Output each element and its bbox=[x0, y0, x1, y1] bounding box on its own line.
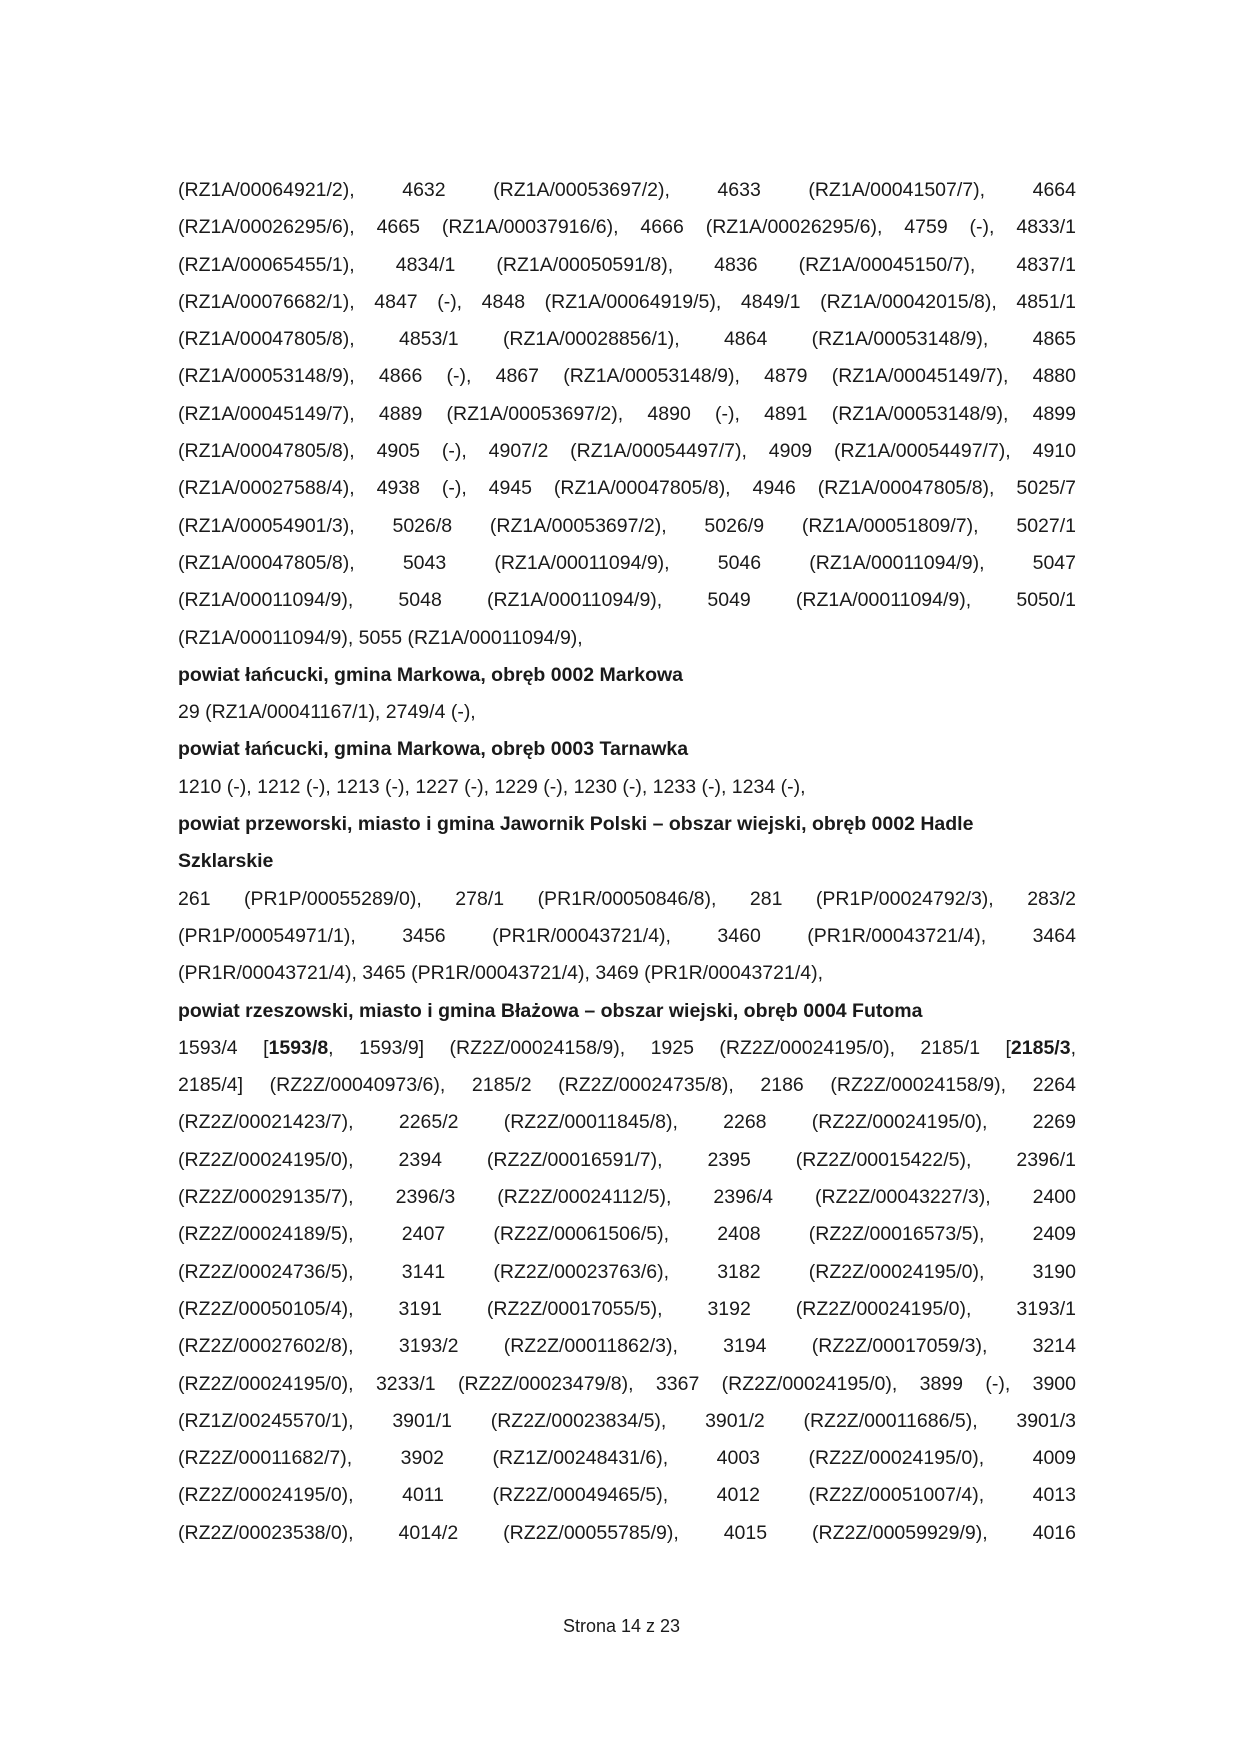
text-line: (RZ1A/00076682/1), 4847 (-), 4848 (RZ1A/00064919/5), 4849/1 (RZ1A/00042015/8), 4851/1 bbox=[178, 290, 1076, 313]
text-line: (RZ1A/00064921/2), 4632 (RZ1A/00053697/2), 4633 (RZ1A/00041507/7), 4664 bbox=[178, 179, 1076, 201]
bold-parcel-number: 1593/8 bbox=[268, 1036, 329, 1059]
text-segment: , bbox=[1070, 1036, 1076, 1059]
text-line: (RZ2Z/00024189/5), 2407 (RZ2Z/00061506/5), 2408 (RZ2Z/00016573/5), 2409 bbox=[178, 1223, 1076, 1246]
text-line: (RZ2Z/00023538/0), 4014/2 (RZ2Z/00055785/9), 4015 (RZ2Z/00059929/9), 4016 bbox=[178, 1521, 1076, 1544]
text-line: 261 (PR1P/00055289/0), 278/1 (PR1R/00050846/8), 281 (PR1P/00024792/3), 283/2 bbox=[178, 887, 1076, 910]
section-heading: powiat rzeszowski, miasto i gmina Błażowa – obszar wiejski, obręb 0004 Futoma bbox=[178, 999, 923, 1022]
text-line: (PR1R/00043721/4), 3465 (PR1R/00043721/4), 3469 (PR1R/00043721/4), bbox=[178, 962, 824, 985]
text-line: (RZ1A/00047805/8), 4905 (-), 4907/2 (RZ1A/00054497/7), 4909 (RZ1A/00054497/7), 4910 bbox=[178, 440, 1076, 463]
text-line: (RZ1A/00011094/9), 5055 (RZ1A/00011094/9), bbox=[178, 626, 583, 649]
text-line: (RZ2Z/00021423/7), 2265/2 (RZ2Z/00011845/8), 2268 (RZ2Z/00024195/0), 2269 bbox=[178, 1111, 1076, 1134]
text-line: (RZ1A/00011094/9), 5048 (RZ1A/00011094/9), 5049 (RZ1A/00011094/9), 5050/1 bbox=[178, 589, 1076, 612]
text-line: (RZ1A/00053148/9), 4866 (-), 4867 (RZ1A/00053148/9), 4879 (RZ1A/00045149/7), 4880 bbox=[178, 365, 1076, 388]
text-line: (RZ1A/00065455/1), 4834/1 (RZ1A/00050591/8), 4836 (RZ1A/00045150/7), 4837/1 bbox=[178, 253, 1076, 276]
section-heading: powiat łańcucki, gmina Markowa, obręb 0003 Tarnawka bbox=[178, 738, 689, 761]
text-line: (RZ1A/00047805/8), 4853/1 (RZ1A/00028856/1), 4864 (RZ1A/00053148/9), 4865 bbox=[178, 328, 1076, 351]
section-heading: powiat przeworski, miasto i gmina Jawornik Polski – obszar wiejski, obręb 0002 Hadle bbox=[178, 813, 974, 836]
text-line: 1210 (-), 1212 (-), 1213 (-), 1227 (-), 1229 (-), 1230 (-), 1233 (-), 1234 (-), bbox=[178, 775, 806, 798]
text-line: (RZ2Z/00024736/5), 3141 (RZ2Z/00023763/6), 3182 (RZ2Z/00024195/0), 3190 bbox=[178, 1260, 1076, 1283]
text-line: (PR1P/00054971/1), 3456 (PR1R/00043721/4), 3460 (PR1R/00043721/4), 3464 bbox=[178, 924, 1076, 947]
text-line: (RZ2Z/00011682/7), 3902 (RZ1Z/00248431/6), 4003 (RZ2Z/00024195/0), 4009 bbox=[178, 1447, 1076, 1470]
text-line bbox=[178, 1030, 1076, 1067]
text-segment: 1593/4 [ bbox=[178, 1036, 269, 1059]
page-number: Strona 14 z 23 bbox=[562, 1616, 681, 1636]
text-line: (RZ2Z/00024195/0), 4011 (RZ2Z/00049465/5), 4012 (RZ2Z/00051007/4), 4013 bbox=[178, 1484, 1076, 1507]
text-line: (RZ2Z/00024195/0), 3233/1 (RZ2Z/00023479/8), 3367 (RZ2Z/00024195/0), 3899 (-), 3900 bbox=[178, 1372, 1076, 1395]
section-heading: powiat łańcucki, gmina Markowa, obręb 0002 Markowa bbox=[178, 663, 683, 686]
text-line: (RZ1A/00047805/8), 5043 (RZ1A/00011094/9), 5046 (RZ1A/00011094/9), 5047 bbox=[178, 551, 1076, 574]
section-heading: Szklarskie bbox=[178, 850, 274, 873]
text-line: (RZ2Z/00027602/8), 3193/2 (RZ2Z/00011862/3), 3194 (RZ2Z/00017059/3), 3214 bbox=[178, 1335, 1076, 1358]
text-line: 2185/4] (RZ2Z/00040973/6), 2185/2 (RZ2Z/00024735/8), 2186 (RZ2Z/00024158/9), 2264 bbox=[178, 1074, 1076, 1097]
text-line: (RZ1A/00027588/4), 4938 (-), 4945 (RZ1A/00047805/8), 4946 (RZ1A/00047805/8), 5025/7 bbox=[178, 477, 1076, 500]
document-body bbox=[178, 172, 1076, 1552]
text-line: (RZ1A/00054901/3), 5026/8 (RZ1A/00053697/2), 5026/9 (RZ1A/00051809/7), 5027/1 bbox=[178, 514, 1076, 537]
text-line: (RZ2Z/00024195/0), 2394 (RZ2Z/00016591/7), 2395 (RZ2Z/00015422/5), 2396/1 bbox=[178, 1148, 1076, 1171]
bold-parcel-number: 2185/3 bbox=[1010, 1036, 1071, 1059]
text-line: (RZ2Z/00050105/4), 3191 (RZ2Z/00017055/5), 3192 (RZ2Z/00024195/0), 3193/1 bbox=[178, 1297, 1076, 1320]
text-line: (RZ1A/00026295/6), 4665 (RZ1A/00037916/6), 4666 (RZ1A/00026295/6), 4759 (-), 4833/1 bbox=[178, 216, 1076, 239]
text-line: (RZ2Z/00029135/7), 2396/3 (RZ2Z/00024112/5), 2396/4 (RZ2Z/00043227/3), 2400 bbox=[178, 1186, 1076, 1209]
text-line: (RZ1Z/00245570/1), 3901/1 (RZ2Z/00023834/5), 3901/2 (RZ2Z/00011686/5), 3901/3 bbox=[178, 1409, 1076, 1432]
text-line: (RZ1A/00045149/7), 4889 (RZ1A/00053697/2), 4890 (-), 4891 (RZ1A/00053148/9), 4899 bbox=[178, 402, 1076, 425]
text-segment: , 1593/9] (RZ2Z/00024158/9), 1925 (RZ2Z/00024195/0), 2185/1 [ bbox=[328, 1036, 1011, 1059]
text-line: 29 (RZ1A/00041167/1), 2749/4 (-), bbox=[178, 701, 476, 724]
